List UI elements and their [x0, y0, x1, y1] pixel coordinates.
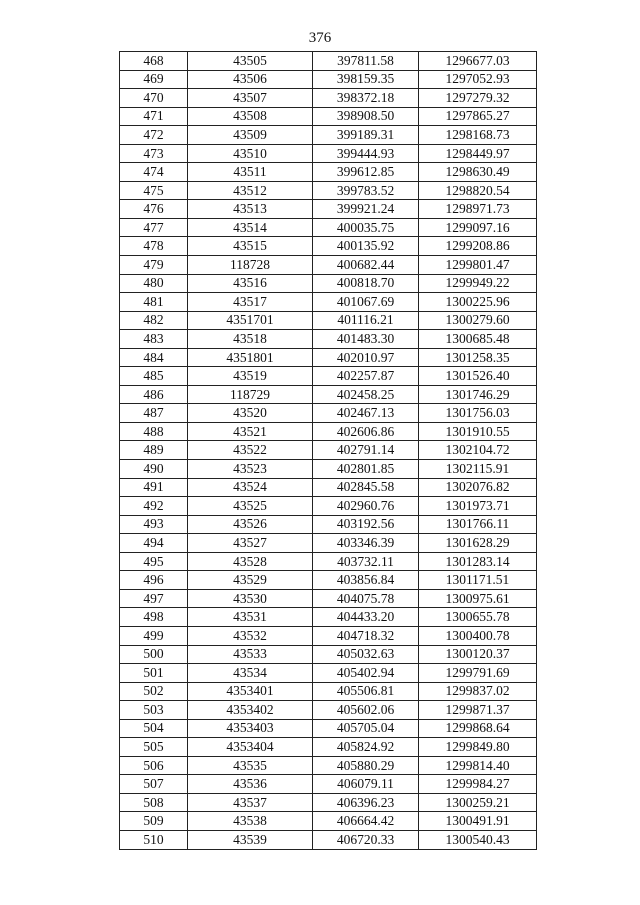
- row-index-cell: 505: [120, 738, 188, 757]
- point-id-cell: 43525: [188, 497, 313, 516]
- x-coordinate-cell: 399921.24: [313, 200, 419, 219]
- row-index-cell: 509: [120, 812, 188, 831]
- table-row: [120, 404, 537, 423]
- x-coordinate-cell: 399444.93: [313, 144, 419, 163]
- y-coordinate-cell: 1299837.02: [419, 682, 537, 701]
- row-index-cell: 477: [120, 218, 188, 237]
- table-row: [120, 200, 537, 219]
- x-coordinate-cell: 399189.31: [313, 126, 419, 145]
- y-coordinate-cell: 1299208.86: [419, 237, 537, 256]
- row-index-cell: 490: [120, 460, 188, 479]
- point-id-cell: 4353401: [188, 682, 313, 701]
- row-index-cell: 506: [120, 756, 188, 775]
- x-coordinate-cell: 402960.76: [313, 497, 419, 516]
- x-coordinate-cell: 402801.85: [313, 460, 419, 479]
- page-number: 376: [308, 30, 332, 46]
- table-row: [120, 645, 537, 664]
- table-row: [120, 515, 537, 534]
- point-id-cell: 43520: [188, 404, 313, 423]
- row-index-cell: 497: [120, 589, 188, 608]
- table-row: [120, 293, 537, 312]
- table-row: [120, 719, 537, 738]
- row-index-cell: 473: [120, 144, 188, 163]
- row-index-cell: 476: [120, 200, 188, 219]
- x-coordinate-cell: 399783.52: [313, 181, 419, 200]
- x-coordinate-cell: 400818.70: [313, 274, 419, 293]
- coordinate-table-body: [120, 52, 537, 850]
- point-id-cell: 43507: [188, 89, 313, 108]
- table-row: [120, 89, 537, 108]
- point-id-cell: 43531: [188, 608, 313, 627]
- y-coordinate-cell: 1298971.73: [419, 200, 537, 219]
- point-id-cell: 43523: [188, 460, 313, 479]
- table-row: [120, 107, 537, 126]
- y-coordinate-cell: 1300400.78: [419, 626, 537, 645]
- point-id-cell: 43512: [188, 181, 313, 200]
- row-index-cell: 472: [120, 126, 188, 145]
- y-coordinate-cell: 1297279.32: [419, 89, 537, 108]
- x-coordinate-cell: 403732.11: [313, 552, 419, 571]
- y-coordinate-cell: 1302076.82: [419, 478, 537, 497]
- coordinate-table: [119, 51, 537, 850]
- y-coordinate-cell: 1298630.49: [419, 163, 537, 182]
- y-coordinate-cell: 1299984.27: [419, 775, 537, 794]
- y-coordinate-cell: 1298820.54: [419, 181, 537, 200]
- row-index-cell: 491: [120, 478, 188, 497]
- table-row: [120, 664, 537, 683]
- table-row: [120, 571, 537, 590]
- x-coordinate-cell: 400682.44: [313, 256, 419, 275]
- x-coordinate-cell: 404433.20: [313, 608, 419, 627]
- row-index-cell: 481: [120, 293, 188, 312]
- y-coordinate-cell: 1299814.40: [419, 756, 537, 775]
- y-coordinate-cell: 1302115.91: [419, 460, 537, 479]
- table-row: [120, 830, 537, 849]
- y-coordinate-cell: 1301766.11: [419, 515, 537, 534]
- table-row: [120, 385, 537, 404]
- table-row: [120, 682, 537, 701]
- table-row: [120, 52, 537, 71]
- point-id-cell: 43521: [188, 422, 313, 441]
- point-id-cell: 43535: [188, 756, 313, 775]
- row-index-cell: 478: [120, 237, 188, 256]
- x-coordinate-cell: 402845.58: [313, 478, 419, 497]
- point-id-cell: 118728: [188, 256, 313, 275]
- point-id-cell: 43539: [188, 830, 313, 849]
- point-id-cell: 4351801: [188, 348, 313, 367]
- x-coordinate-cell: 406720.33: [313, 830, 419, 849]
- y-coordinate-cell: 1301910.55: [419, 422, 537, 441]
- table-row: [120, 237, 537, 256]
- table-row: [120, 181, 537, 200]
- row-index-cell: 510: [120, 830, 188, 849]
- point-id-cell: 43534: [188, 664, 313, 683]
- row-index-cell: 475: [120, 181, 188, 200]
- y-coordinate-cell: 1299801.47: [419, 256, 537, 275]
- point-id-cell: 43518: [188, 330, 313, 349]
- point-id-cell: 43522: [188, 441, 313, 460]
- row-index-cell: 500: [120, 645, 188, 664]
- row-index-cell: 492: [120, 497, 188, 516]
- point-id-cell: 43513: [188, 200, 313, 219]
- y-coordinate-cell: 1300491.91: [419, 812, 537, 831]
- point-id-cell: 4351701: [188, 311, 313, 330]
- x-coordinate-cell: 403856.84: [313, 571, 419, 590]
- y-coordinate-cell: 1302104.72: [419, 441, 537, 460]
- table-row: [120, 144, 537, 163]
- point-id-cell: 43529: [188, 571, 313, 590]
- y-coordinate-cell: 1300120.37: [419, 645, 537, 664]
- x-coordinate-cell: 397811.58: [313, 52, 419, 71]
- x-coordinate-cell: 405032.63: [313, 645, 419, 664]
- row-index-cell: 496: [120, 571, 188, 590]
- table-row: [120, 608, 537, 627]
- y-coordinate-cell: 1297052.93: [419, 70, 537, 89]
- row-index-cell: 482: [120, 311, 188, 330]
- table-row: [120, 589, 537, 608]
- table-row: [120, 348, 537, 367]
- row-index-cell: 480: [120, 274, 188, 293]
- x-coordinate-cell: 403192.56: [313, 515, 419, 534]
- table-row: [120, 552, 537, 571]
- x-coordinate-cell: 405880.29: [313, 756, 419, 775]
- y-coordinate-cell: 1300225.96: [419, 293, 537, 312]
- x-coordinate-cell: 405824.92: [313, 738, 419, 757]
- y-coordinate-cell: 1301628.29: [419, 534, 537, 553]
- row-index-cell: 483: [120, 330, 188, 349]
- table-row: [120, 738, 537, 757]
- row-index-cell: 503: [120, 701, 188, 720]
- table-row: [120, 274, 537, 293]
- y-coordinate-cell: 1301171.51: [419, 571, 537, 590]
- point-id-cell: 43511: [188, 163, 313, 182]
- y-coordinate-cell: 1300540.43: [419, 830, 537, 849]
- x-coordinate-cell: 402467.13: [313, 404, 419, 423]
- row-index-cell: 468: [120, 52, 188, 71]
- y-coordinate-cell: 1297865.27: [419, 107, 537, 126]
- point-id-cell: 43508: [188, 107, 313, 126]
- row-index-cell: 498: [120, 608, 188, 627]
- y-coordinate-cell: 1301746.29: [419, 385, 537, 404]
- row-index-cell: 504: [120, 719, 188, 738]
- y-coordinate-cell: 1301258.35: [419, 348, 537, 367]
- x-coordinate-cell: 401483.30: [313, 330, 419, 349]
- row-index-cell: 493: [120, 515, 188, 534]
- row-index-cell: 489: [120, 441, 188, 460]
- row-index-cell: 502: [120, 682, 188, 701]
- table-row: [120, 497, 537, 516]
- table-row: [120, 330, 537, 349]
- x-coordinate-cell: 398159.35: [313, 70, 419, 89]
- row-index-cell: 474: [120, 163, 188, 182]
- point-id-cell: 43510: [188, 144, 313, 163]
- table-row: [120, 756, 537, 775]
- row-index-cell: 484: [120, 348, 188, 367]
- point-id-cell: 43537: [188, 793, 313, 812]
- point-id-cell: 4353402: [188, 701, 313, 720]
- x-coordinate-cell: 402010.97: [313, 348, 419, 367]
- y-coordinate-cell: 1299871.37: [419, 701, 537, 720]
- row-index-cell: 501: [120, 664, 188, 683]
- point-id-cell: 43532: [188, 626, 313, 645]
- x-coordinate-cell: 406079.11: [313, 775, 419, 794]
- row-index-cell: 508: [120, 793, 188, 812]
- x-coordinate-cell: 405402.94: [313, 664, 419, 683]
- point-id-cell: 43516: [188, 274, 313, 293]
- row-index-cell: 507: [120, 775, 188, 794]
- x-coordinate-cell: 405602.06: [313, 701, 419, 720]
- x-coordinate-cell: 405506.81: [313, 682, 419, 701]
- point-id-cell: 4353404: [188, 738, 313, 757]
- x-coordinate-cell: 402791.14: [313, 441, 419, 460]
- table-row: [120, 163, 537, 182]
- x-coordinate-cell: 403346.39: [313, 534, 419, 553]
- x-coordinate-cell: 405705.04: [313, 719, 419, 738]
- table-row: [120, 775, 537, 794]
- point-id-cell: 43515: [188, 237, 313, 256]
- y-coordinate-cell: 1299949.22: [419, 274, 537, 293]
- x-coordinate-cell: 400035.75: [313, 218, 419, 237]
- x-coordinate-cell: 398908.50: [313, 107, 419, 126]
- point-id-cell: 118729: [188, 385, 313, 404]
- point-id-cell: 43514: [188, 218, 313, 237]
- row-index-cell: 470: [120, 89, 188, 108]
- table-row: [120, 218, 537, 237]
- y-coordinate-cell: 1300655.78: [419, 608, 537, 627]
- x-coordinate-cell: 404718.32: [313, 626, 419, 645]
- point-id-cell: 43517: [188, 293, 313, 312]
- y-coordinate-cell: 1299097.16: [419, 218, 537, 237]
- x-coordinate-cell: 406664.42: [313, 812, 419, 831]
- row-index-cell: 469: [120, 70, 188, 89]
- point-id-cell: 43509: [188, 126, 313, 145]
- row-index-cell: 487: [120, 404, 188, 423]
- x-coordinate-cell: 406396.23: [313, 793, 419, 812]
- x-coordinate-cell: 401116.21: [313, 311, 419, 330]
- table-row: [120, 311, 537, 330]
- x-coordinate-cell: 402606.86: [313, 422, 419, 441]
- y-coordinate-cell: 1300685.48: [419, 330, 537, 349]
- coordinate-table-container: [119, 51, 536, 850]
- point-id-cell: 43519: [188, 367, 313, 386]
- point-id-cell: 43533: [188, 645, 313, 664]
- table-row: [120, 422, 537, 441]
- point-id-cell: 43528: [188, 552, 313, 571]
- x-coordinate-cell: 402458.25: [313, 385, 419, 404]
- table-row: [120, 701, 537, 720]
- row-index-cell: 471: [120, 107, 188, 126]
- row-index-cell: 495: [120, 552, 188, 571]
- point-id-cell: 43526: [188, 515, 313, 534]
- y-coordinate-cell: 1298168.73: [419, 126, 537, 145]
- table-row: [120, 478, 537, 497]
- y-coordinate-cell: 1301973.71: [419, 497, 537, 516]
- y-coordinate-cell: 1301283.14: [419, 552, 537, 571]
- row-index-cell: 479: [120, 256, 188, 275]
- y-coordinate-cell: 1301526.40: [419, 367, 537, 386]
- table-row: [120, 126, 537, 145]
- y-coordinate-cell: 1299868.64: [419, 719, 537, 738]
- point-id-cell: 43527: [188, 534, 313, 553]
- y-coordinate-cell: 1298449.97: [419, 144, 537, 163]
- table-row: [120, 793, 537, 812]
- table-row: [120, 534, 537, 553]
- y-coordinate-cell: 1301756.03: [419, 404, 537, 423]
- row-index-cell: 494: [120, 534, 188, 553]
- table-row: [120, 441, 537, 460]
- table-row: [120, 460, 537, 479]
- x-coordinate-cell: 398372.18: [313, 89, 419, 108]
- y-coordinate-cell: 1300975.61: [419, 589, 537, 608]
- y-coordinate-cell: 1300259.21: [419, 793, 537, 812]
- point-id-cell: 43505: [188, 52, 313, 71]
- y-coordinate-cell: 1300279.60: [419, 311, 537, 330]
- row-index-cell: 486: [120, 385, 188, 404]
- point-id-cell: 43538: [188, 812, 313, 831]
- x-coordinate-cell: 404075.78: [313, 589, 419, 608]
- x-coordinate-cell: 399612.85: [313, 163, 419, 182]
- y-coordinate-cell: 1299791.69: [419, 664, 537, 683]
- point-id-cell: 43524: [188, 478, 313, 497]
- point-id-cell: 4353403: [188, 719, 313, 738]
- point-id-cell: 43506: [188, 70, 313, 89]
- x-coordinate-cell: 400135.92: [313, 237, 419, 256]
- row-index-cell: 488: [120, 422, 188, 441]
- x-coordinate-cell: 402257.87: [313, 367, 419, 386]
- table-row: [120, 256, 537, 275]
- table-row: [120, 812, 537, 831]
- point-id-cell: 43530: [188, 589, 313, 608]
- row-index-cell: 499: [120, 626, 188, 645]
- table-row: [120, 626, 537, 645]
- point-id-cell: 43536: [188, 775, 313, 794]
- y-coordinate-cell: 1296677.03: [419, 52, 537, 71]
- table-row: [120, 70, 537, 89]
- table-row: [120, 367, 537, 386]
- x-coordinate-cell: 401067.69: [313, 293, 419, 312]
- row-index-cell: 485: [120, 367, 188, 386]
- y-coordinate-cell: 1299849.80: [419, 738, 537, 757]
